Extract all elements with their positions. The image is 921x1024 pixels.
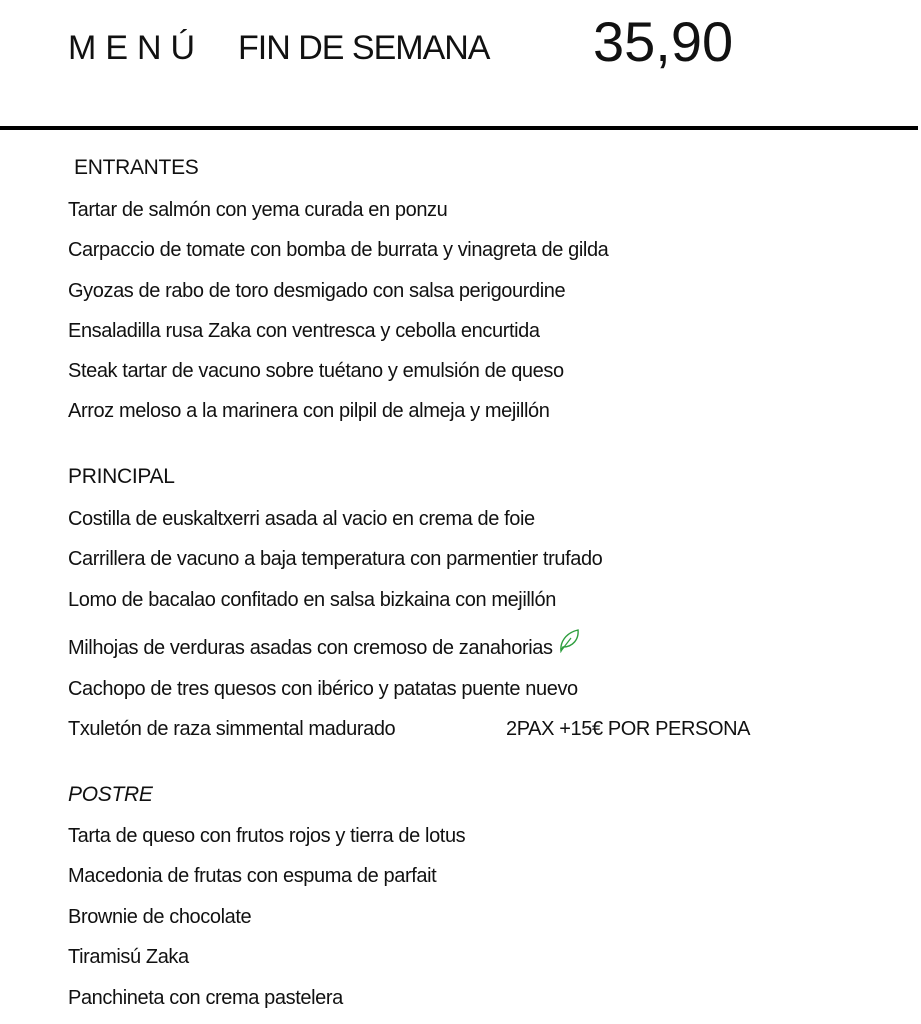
section-title-entrantes: ENTRANTES (74, 156, 199, 179)
menu-item: Costilla de euskaltxerri asada al vacio en crema de foie (68, 508, 535, 530)
menu-item: Panchineta con crema pastelera (68, 987, 343, 1009)
section-title-principal: PRINCIPAL (68, 465, 175, 488)
menu-item: Txuletón de raza simmental madurado (68, 718, 396, 740)
menu-item: Tarta de queso con frutos rojos y tierra de lotus (68, 825, 466, 847)
menu-item: Carpaccio de tomate con bomba de burrata y vinagreta de gilda (68, 239, 609, 261)
menu-title: MENÚ (68, 29, 205, 67)
txuleton-supplement: 2PAX +15€ POR PERSONA (506, 718, 751, 740)
menu-item: Brownie de chocolate (68, 906, 252, 928)
menu-item: Ensaladilla rusa Zaka con ventresca y cebolla encurtida (68, 320, 540, 342)
menu-item-label: Milhojas de verduras asadas con cremoso de zanahorias (68, 637, 553, 659)
menu-item: Cachopo de tres quesos con ibérico y patatas puente nuevo (68, 678, 578, 700)
menu-subtitle: FIN DE SEMANA (238, 29, 490, 67)
menu-item: Tartar de salmón con yema curada en ponzu (68, 199, 448, 221)
menu-item: Macedonia de frutas con espuma de parfait (68, 865, 437, 887)
menu-item: Tiramisú Zaka (68, 946, 189, 968)
header-divider (0, 126, 918, 130)
leaf-icon (557, 627, 581, 653)
section-title-postre: POSTRE (68, 783, 153, 806)
menu-price: 35,90 (593, 10, 734, 73)
menu-item: Arroz meloso a la marinera con pilpil de almeja y mejillón (68, 400, 550, 422)
menu-item: Carrillera de vacuno a baja temperatura con parmentier trufado (68, 548, 603, 570)
menu-item: Steak tartar de vacuno sobre tuétano y emulsión de queso (68, 360, 564, 382)
menu-item-vegetarian (68, 635, 581, 661)
menu-item: Lomo de bacalao confitado en salsa bizkaina con mejillón (68, 589, 556, 611)
menu-item: Gyozas de rabo de toro desmigado con salsa perigourdine (68, 280, 566, 302)
menu-header (0, 0, 921, 90)
